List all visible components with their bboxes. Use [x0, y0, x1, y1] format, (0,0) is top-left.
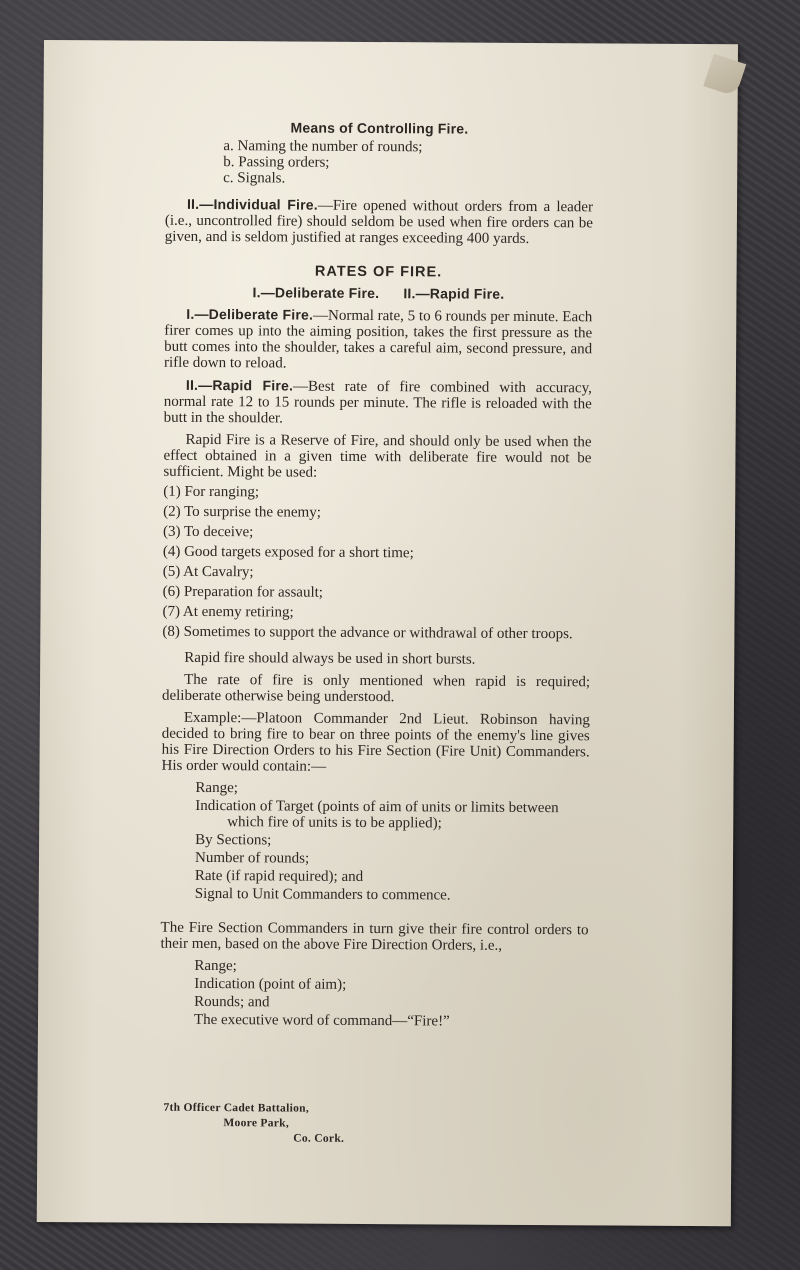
list-item: (1) For ranging;: [163, 483, 260, 501]
list-item: By Sections;: [195, 831, 272, 849]
printed-sheet: [37, 40, 738, 1226]
list-item: Range;: [194, 957, 237, 975]
deliberate-fire-paragraph: [164, 306, 592, 374]
list-item: (8) Sometimes to support the advance or withdrawal of other troops.: [162, 623, 573, 643]
list-item: Rounds; and: [194, 993, 270, 1011]
folded-corner: [703, 54, 746, 97]
means-list: [223, 138, 593, 188]
deliberate-fire-lead: I.—Deliberate Fire.: [186, 305, 314, 323]
subheading-deliberate: I.—Deliberate Fire.: [252, 284, 380, 302]
subheading-rapid: II.—Rapid Fire.: [403, 285, 505, 302]
deliberate-fire-text: —Normal rate, 5 to 6 rounds per minute. Each firer comes up into the aiming position, takes the first pressure as the butt comes into the shoulder, takes a careful aim, second pressure, and rifle down to reload.: [163, 307, 593, 372]
means-item: b. Passing orders;: [223, 154, 330, 171]
rates-heading: RATES OF FIRE.: [314, 263, 443, 281]
rapid-fire-paragraph: [164, 377, 592, 429]
list-item: (3) To deceive;: [162, 523, 254, 541]
list-item: Indication of Target (points of aim of units or limits between which fire of units is to be applied);: [195, 797, 559, 832]
address-line: 7th Officer Cadet Battalion,: [163, 1101, 310, 1115]
document-body: [160, 119, 594, 1031]
list-item: (2) To surprise the enemy;: [163, 503, 321, 521]
rate-mention-paragraph: The rate of fire is only mentioned when rapid is required; deliberate otherwise being understood.: [161, 671, 591, 706]
list-item: Range;: [195, 779, 238, 797]
means-item: a. Naming the number of rounds;: [223, 138, 423, 156]
address-line: Co. Cork.: [293, 1132, 345, 1145]
rapid-fire-lead: II.—Rapid Fire.: [185, 376, 294, 394]
rapid-fire-text: —Best rate of fire combined with accuracy, normal rate 12 to 15 rounds per minute. The rifle is reloaded with the butt in the shoulder.: [163, 378, 592, 427]
bursts-paragraph: Rapid fire should always be used in short bursts.: [184, 649, 476, 668]
example-paragraph: Example:—Platoon Commander 2nd Lieut. Robinson having decided to bring fire to bear on three points of the enemy's line gives his Fire Direction Orders to his Fire Section (Fire Unit) Commanders. His order would contain:—: [161, 709, 590, 775]
list-item: Number of rounds;: [194, 849, 310, 867]
fire-control-order-list: [194, 958, 588, 1030]
fire-direction-order-list: [195, 780, 590, 904]
means-heading: Means of Controlling Fire.: [290, 119, 469, 137]
list-item: (4) Good targets exposed for a short time;: [162, 543, 414, 562]
individual-fire-paragraph: [165, 196, 593, 248]
rapid-fire-uses-list: [162, 484, 591, 643]
individual-fire-text: —Fire opened without orders from a leader (i.e., uncontrolled fire) should seldom be used when fire orders can be given, and is seldom justified at ranges exceeding 400 yards.: [164, 197, 594, 247]
list-item: Signal to Unit Commanders to commence.: [194, 885, 451, 904]
list-item: (6) Preparation for assault;: [162, 583, 324, 601]
list-item: (5) At Cavalry;: [162, 563, 254, 581]
reserve-paragraph: Rapid Fire is a Reserve of Fire, and should only be used when the effect obtained in a given time with deliberate fire would not be sufficient. Might be used:: [163, 431, 592, 481]
section-commanders-paragraph: The Fire Section Commanders in turn give their fire control orders to their men, based on the above Fire Direction Orders, i.e.,: [160, 919, 589, 954]
address-line: Moore Park,: [223, 1117, 290, 1130]
battalion-address: [163, 1101, 344, 1147]
list-item: (7) At enemy retiring;: [162, 603, 294, 621]
means-item: c. Signals.: [223, 170, 286, 187]
list-item: The executive word of command—“Fire!”: [193, 1011, 450, 1030]
list-item: Rate (if rapid required); and: [194, 867, 364, 885]
rates-subheadings: [164, 284, 592, 303]
list-item: Indication (point of aim);: [194, 975, 347, 993]
individual-fire-lead: II.—Individual Fire.: [186, 195, 318, 213]
